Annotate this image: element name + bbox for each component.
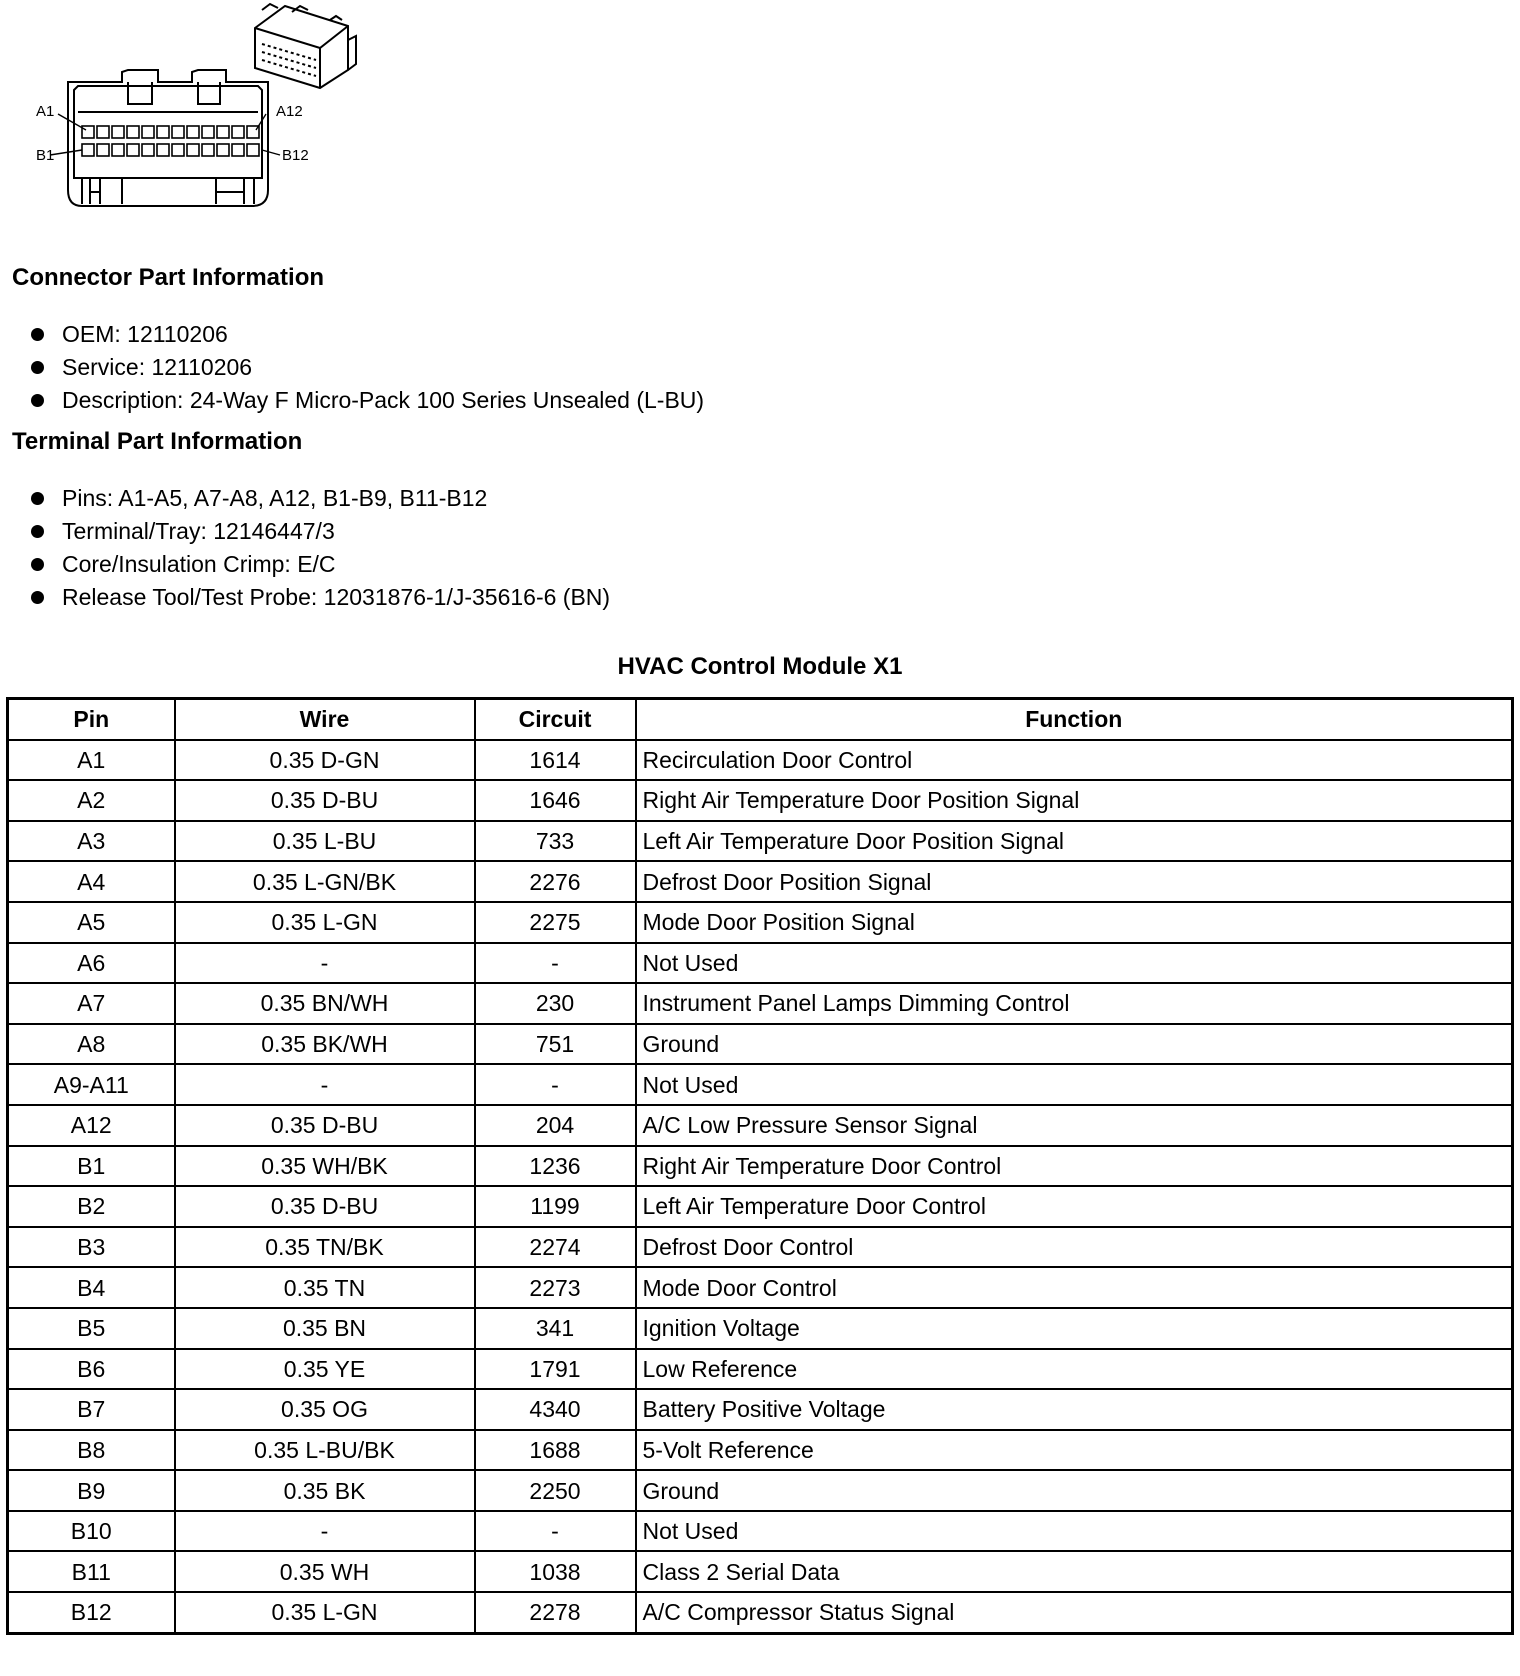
cell-circuit: 2275 <box>475 902 636 943</box>
table-row <box>8 1267 1513 1308</box>
cell-circuit: - <box>475 1511 636 1552</box>
label-b1: B1 <box>36 147 55 164</box>
cell-function: Left Air Temperature Door Position Signal <box>636 821 1513 862</box>
cell-pin: A8 <box>8 1024 175 1065</box>
list-item-text: Release Tool/Test Probe: 12031876-1/J-35616-6 (BN) <box>62 584 611 610</box>
table-header-row <box>8 699 1513 740</box>
connector-part-list <box>28 318 704 417</box>
table-row <box>8 1470 1513 1511</box>
cell-wire: 0.35 TN <box>175 1267 475 1308</box>
table-row <box>8 1105 1513 1146</box>
cell-pin: B5 <box>8 1308 175 1349</box>
table-row <box>8 1186 1513 1227</box>
cell-pin: A4 <box>8 861 175 902</box>
cell-wire: 0.35 L-BU/BK <box>175 1430 475 1471</box>
cell-pin: B9 <box>8 1470 175 1511</box>
cell-function: Battery Positive Voltage <box>636 1389 1513 1430</box>
connector-face-drawing <box>30 0 370 215</box>
cell-circuit: 1791 <box>475 1349 636 1390</box>
cell-pin: B7 <box>8 1389 175 1430</box>
cell-wire: 0.35 L-GN <box>175 902 475 943</box>
cell-pin: A9-A11 <box>8 1064 175 1105</box>
cell-wire: 0.35 BN <box>175 1308 475 1349</box>
cell-function: 5-Volt Reference <box>636 1430 1513 1471</box>
cell-function: Recirculation Door Control <box>636 740 1513 781</box>
cell-pin: B3 <box>8 1227 175 1268</box>
cell-function: Ignition Voltage <box>636 1308 1513 1349</box>
cell-pin: B10 <box>8 1511 175 1552</box>
list-item-text: Service: 12110206 <box>62 354 253 380</box>
cell-wire: 0.35 WH/BK <box>175 1146 475 1187</box>
cell-pin: A5 <box>8 902 175 943</box>
cell-wire: - <box>175 1511 475 1552</box>
cell-pin: B1 <box>8 1146 175 1187</box>
cell-pin: A3 <box>8 821 175 862</box>
connector-diagram <box>30 0 370 215</box>
cell-circuit: 341 <box>475 1308 636 1349</box>
cell-pin: B8 <box>8 1430 175 1471</box>
cell-function: Mode Door Position Signal <box>636 902 1513 943</box>
cell-pin: A2 <box>8 780 175 821</box>
cell-pin: B6 <box>8 1349 175 1390</box>
terminal-part-heading: Terminal Part Information <box>12 428 303 455</box>
terminal-part-list <box>28 482 610 614</box>
table-row <box>8 943 1513 984</box>
cell-circuit: 1038 <box>475 1551 636 1592</box>
cell-wire: 0.35 BN/WH <box>175 983 475 1024</box>
cell-wire: 0.35 YE <box>175 1349 475 1390</box>
cell-function: Defrost Door Control <box>636 1227 1513 1268</box>
table-row <box>8 861 1513 902</box>
list-item-text: Description: 24-Way F Micro-Pack 100 Series Unsealed (L-BU) <box>62 387 705 413</box>
cell-circuit: 751 <box>475 1024 636 1065</box>
cell-wire: 0.35 L-GN/BK <box>175 861 475 902</box>
list-item <box>28 351 704 384</box>
cell-wire: 0.35 L-GN <box>175 1592 475 1633</box>
table-row <box>8 1146 1513 1187</box>
cell-circuit: 2250 <box>475 1470 636 1511</box>
cell-wire: 0.35 D-GN <box>175 740 475 781</box>
bullet-icon <box>31 361 44 374</box>
table-row <box>8 902 1513 943</box>
pin-table <box>6 697 1514 1635</box>
pin-row-a <box>82 126 259 138</box>
table-row <box>8 1389 1513 1430</box>
cell-circuit: 2278 <box>475 1592 636 1633</box>
cell-function: A/C Low Pressure Sensor Signal <box>636 1105 1513 1146</box>
list-item-text: Core/Insulation Crimp: E/C <box>62 551 336 577</box>
table-row <box>8 1308 1513 1349</box>
cell-function: Ground <box>636 1024 1513 1065</box>
label-b12: B12 <box>282 147 309 164</box>
cell-pin: A6 <box>8 943 175 984</box>
cell-circuit: 1646 <box>475 780 636 821</box>
cell-wire: 0.35 L-BU <box>175 821 475 862</box>
cell-pin: B2 <box>8 1186 175 1227</box>
cell-pin: A1 <box>8 740 175 781</box>
table-row <box>8 780 1513 821</box>
list-item <box>28 515 610 548</box>
cell-circuit: - <box>475 943 636 984</box>
table-row <box>8 1024 1513 1065</box>
table-row <box>8 740 1513 781</box>
list-item <box>28 384 704 417</box>
label-a1: A1 <box>36 103 55 120</box>
table-row <box>8 1511 1513 1552</box>
cell-pin: B11 <box>8 1551 175 1592</box>
connector-part-heading: Connector Part Information <box>12 264 325 291</box>
cell-wire: 0.35 D-BU <box>175 1105 475 1146</box>
cell-function: Not Used <box>636 1511 1513 1552</box>
bullet-icon <box>31 492 44 505</box>
list-item-text: Terminal/Tray: 12146447/3 <box>62 518 335 544</box>
label-a12: A12 <box>276 103 303 120</box>
bullet-icon <box>31 328 44 341</box>
cell-circuit: - <box>475 1064 636 1105</box>
cell-function: Ground <box>636 1470 1513 1511</box>
cell-wire: 0.35 TN/BK <box>175 1227 475 1268</box>
cell-pin: A7 <box>8 983 175 1024</box>
cell-wire: 0.35 WH <box>175 1551 475 1592</box>
cell-wire: 0.35 OG <box>175 1389 475 1430</box>
header-circuit: Circuit <box>475 699 636 740</box>
list-item <box>28 318 704 351</box>
cell-function: Instrument Panel Lamps Dimming Control <box>636 983 1513 1024</box>
cell-circuit: 1236 <box>475 1146 636 1187</box>
table-row <box>8 1064 1513 1105</box>
cell-circuit: 733 <box>475 821 636 862</box>
cell-wire: 0.35 D-BU <box>175 1186 475 1227</box>
cell-function: Left Air Temperature Door Control <box>636 1186 1513 1227</box>
cell-circuit: 4340 <box>475 1389 636 1430</box>
cell-circuit: 2276 <box>475 861 636 902</box>
cell-function: Not Used <box>636 943 1513 984</box>
bullet-icon <box>31 525 44 538</box>
bullet-icon <box>31 591 44 604</box>
cell-pin: A12 <box>8 1105 175 1146</box>
table-row <box>8 1430 1513 1471</box>
cell-function: A/C Compressor Status Signal <box>636 1592 1513 1633</box>
header-wire: Wire <box>175 699 475 740</box>
table-row <box>8 1349 1513 1390</box>
bullet-icon <box>31 558 44 571</box>
pin-leader-lines <box>50 114 280 155</box>
cell-wire: 0.35 BK/WH <box>175 1024 475 1065</box>
cell-wire: - <box>175 943 475 984</box>
cell-circuit: 2274 <box>475 1227 636 1268</box>
list-item-text: Pins: A1-A5, A7-A8, A12, B1-B9, B11-B12 <box>62 485 488 511</box>
cell-wire: - <box>175 1064 475 1105</box>
cell-pin: B12 <box>8 1592 175 1633</box>
table-title: HVAC Control Module X1 <box>617 653 903 680</box>
cell-circuit: 1614 <box>475 740 636 781</box>
list-item <box>28 581 610 614</box>
table-row <box>8 821 1513 862</box>
cell-circuit: 1688 <box>475 1430 636 1471</box>
cell-function: Class 2 Serial Data <box>636 1551 1513 1592</box>
cell-pin: B4 <box>8 1267 175 1308</box>
cell-circuit: 204 <box>475 1105 636 1146</box>
cell-wire: 0.35 D-BU <box>175 780 475 821</box>
table-row <box>8 1551 1513 1592</box>
pin-row-b <box>82 144 259 156</box>
cell-circuit: 2273 <box>475 1267 636 1308</box>
table-row <box>8 1592 1513 1633</box>
list-item <box>28 548 610 581</box>
list-item-text: OEM: 12110206 <box>62 321 228 347</box>
table-row <box>8 983 1513 1024</box>
header-pin: Pin <box>8 699 175 740</box>
cell-circuit: 230 <box>475 983 636 1024</box>
header-function: Function <box>636 699 1513 740</box>
cell-circuit: 1199 <box>475 1186 636 1227</box>
cell-function: Right Air Temperature Door Position Signal <box>636 780 1513 821</box>
cell-function: Low Reference <box>636 1349 1513 1390</box>
bullet-icon <box>31 394 44 407</box>
connector-isometric-sketch <box>255 4 356 88</box>
cell-function: Mode Door Control <box>636 1267 1513 1308</box>
cell-function: Right Air Temperature Door Control <box>636 1146 1513 1187</box>
table-body <box>8 740 1513 1634</box>
table-row <box>8 1227 1513 1268</box>
list-item <box>28 482 610 515</box>
cell-wire: 0.35 BK <box>175 1470 475 1511</box>
cell-function: Not Used <box>636 1064 1513 1105</box>
cell-function: Defrost Door Position Signal <box>636 861 1513 902</box>
